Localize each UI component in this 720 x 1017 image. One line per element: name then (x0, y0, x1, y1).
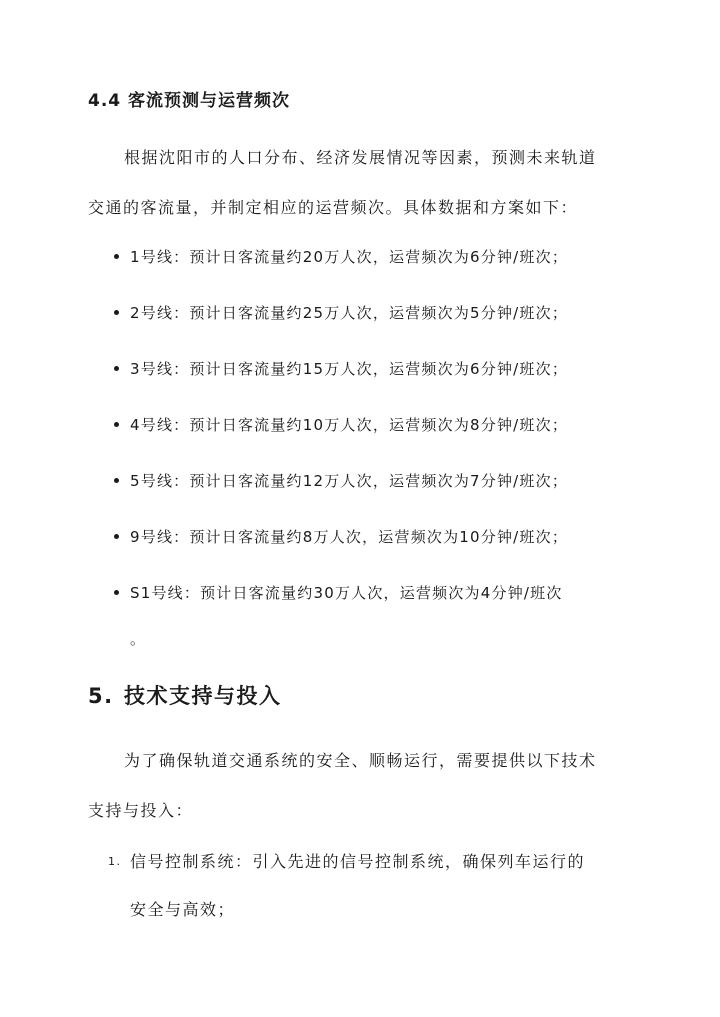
list-item (88, 346, 668, 402)
section-4-4-intro (88, 133, 648, 233)
list-item (88, 458, 668, 514)
bullet-icon (114, 590, 119, 595)
list-item-text: 3号线：预计日客流量约15万人次，运营频次为6分钟/班次； (130, 360, 569, 378)
numbered-list-item (88, 838, 668, 934)
list-item-text: 1号线：预计日客流量约20万人次，运营频次为6分钟/班次； (130, 248, 569, 266)
list-item (88, 402, 668, 458)
line-forecast-list (88, 234, 668, 680)
bullet-icon (114, 254, 119, 259)
paragraph-line: 为了确保轨道交通系统的安全、顺畅运行，需要提供以下技术 (124, 751, 597, 770)
list-item-text: 安全与高效； (130, 900, 236, 919)
list-item-text: S1号线：预计日客流量约30万人次，运营频次为4分钟/班次 (130, 584, 563, 602)
list-item (88, 290, 668, 346)
section-number: 5. (88, 684, 114, 708)
section-heading-4-4: 4.4 客流预测与运营频次 (88, 91, 291, 111)
paragraph-line: 交通的客流量，并制定相应的运营频次。具体数据和方案如下： (88, 198, 579, 217)
bullet-icon (114, 422, 119, 427)
bullet-icon (114, 310, 119, 315)
list-item (88, 570, 668, 680)
paragraph-line: 支持与投入： (88, 801, 194, 820)
bullet-icon (114, 366, 119, 371)
list-item-continuation: 。 (130, 630, 147, 648)
list-item-text: 2号线：预计日客流量约25万人次，运营频次为5分钟/班次； (130, 304, 569, 322)
section-heading-5 (88, 680, 282, 710)
paragraph-line: 根据沈阳市的人口分布、经济发展情况等因素，预测未来轨道 (124, 148, 597, 167)
list-item-text: 4号线：预计日客流量约10万人次，运营频次为8分钟/班次； (130, 416, 569, 434)
list-item-text: 5号线：预计日客流量约12万人次，运营频次为7分钟/班次； (130, 472, 569, 490)
bullet-icon (114, 478, 119, 483)
bullet-icon (114, 534, 119, 539)
list-item (88, 234, 668, 290)
list-item (88, 514, 668, 570)
list-number: 1. (108, 855, 122, 868)
list-item-text: 信号控制系统：引入先进的信号控制系统，确保列车运行的 (130, 852, 586, 871)
list-item-text: 9号线：预计日客流量约8万人次，运营频次为10分钟/班次； (130, 528, 569, 546)
section-5-intro (88, 736, 648, 836)
section-title: 技术支持与投入 (124, 684, 282, 708)
